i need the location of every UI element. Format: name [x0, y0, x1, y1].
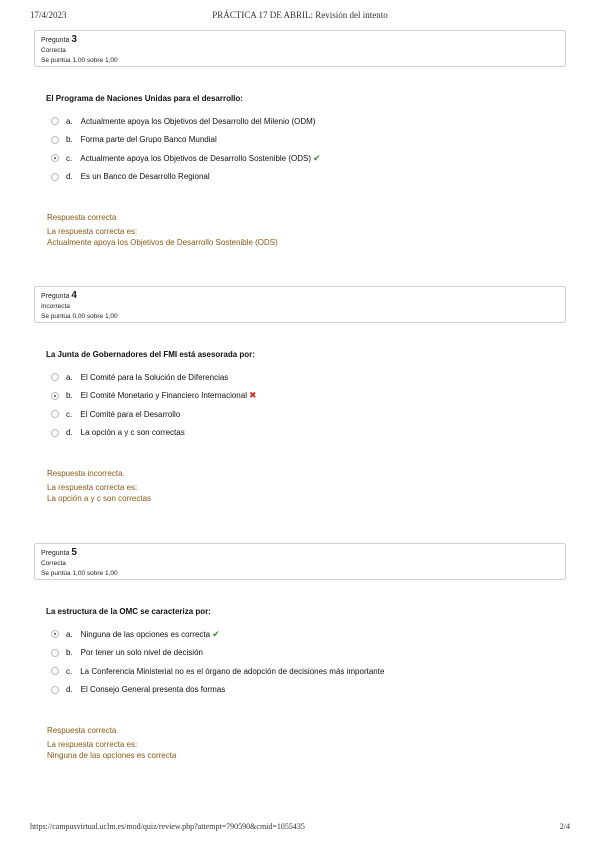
- question-number: Pregunta 4: [41, 290, 77, 301]
- question-grade: Se puntúa 1,00 sobre 1,00: [41, 57, 118, 64]
- correct-answer-intro: La respuesta correcta es:: [47, 483, 138, 492]
- answer-option[interactable]: b. Por tener un solo nivel de decisión: [51, 644, 566, 663]
- answer-option[interactable]: c. Actualmente apoya los Objetivos de Desarrollo Sostenible (ODS) ✔: [51, 149, 566, 168]
- question-text: El Programa de Naciones Unidas para el desarrollo:: [46, 94, 243, 103]
- page-url: https://campusvirtual.uclm.es/mod/quiz/review.php?attempt=790590&cmid=1055435: [30, 822, 305, 831]
- correct-check-icon: ✔: [212, 628, 220, 639]
- question-5: [34, 543, 566, 761]
- answer-option[interactable]: d. Es un Banco de Desarrollo Regional: [51, 168, 566, 187]
- feedback-result: Respuesta correcta: [47, 213, 117, 222]
- correct-check-icon: ✔: [313, 152, 321, 163]
- radio-button-selected[interactable]: [51, 154, 59, 162]
- question-text: La estructura de la OMC se caracteriza por:: [46, 607, 211, 616]
- answer-list: [51, 112, 566, 186]
- radio-button-selected[interactable]: [51, 630, 59, 638]
- answer-list: [51, 368, 566, 442]
- page-number: 2/4: [559, 822, 570, 831]
- print-footer: [30, 822, 570, 834]
- radio-button[interactable]: [51, 649, 59, 657]
- answer-option[interactable]: d. La opción a y c son correctas: [51, 424, 566, 443]
- question-text: La Junta de Gobernadores del FMI está asesorada por:: [46, 350, 255, 359]
- correct-answer: La opción a y c son correctas: [47, 494, 152, 503]
- print-date: 17/4/2023: [30, 10, 67, 20]
- question-3: [34, 30, 566, 248]
- radio-button[interactable]: [51, 136, 59, 144]
- print-title: PRÁCTICA 17 DE ABRIL: Revisión del intento: [212, 10, 388, 20]
- radio-button[interactable]: [51, 410, 59, 418]
- question-info-box: [34, 286, 566, 323]
- radio-button[interactable]: [51, 173, 59, 181]
- answer-option[interactable]: a. El Comité para la Solución de Diferencias: [51, 368, 566, 387]
- answer-option[interactable]: b. Forma parte del Grupo Banco Mundial: [51, 131, 566, 150]
- feedback-result: Respuesta incorrecta.: [47, 469, 125, 478]
- correct-answer: Actualmente apoya los Objetivos de Desarrollo Sostenible (ODS): [47, 238, 278, 247]
- question-info-box: [34, 543, 566, 580]
- correct-answer: Ninguna de las opciones es correcta: [47, 751, 177, 760]
- question-number: Pregunta 3: [41, 34, 77, 45]
- radio-button-selected[interactable]: [51, 392, 59, 400]
- question-grade: Se puntúa 0,00 sobre 1,00: [41, 313, 118, 320]
- question-grade: Se puntúa 1,00 sobre 1,00: [41, 570, 118, 577]
- feedback: [47, 212, 566, 248]
- question-info-box: [34, 30, 566, 67]
- answer-option[interactable]: c. La Conferencia Ministerial no es el órgano de adopción de decisiones más importante: [51, 662, 566, 681]
- question-state: Correcta: [41, 560, 66, 567]
- feedback: [47, 725, 566, 761]
- radio-button[interactable]: [51, 667, 59, 675]
- correct-answer-intro: La respuesta correcta es:: [47, 740, 138, 749]
- question-state: Correcta: [41, 47, 66, 54]
- question-state: Incorrecta: [41, 303, 70, 310]
- answer-list: [51, 625, 566, 699]
- answer-option[interactable]: a. Actualmente apoya los Objetivos del Desarrollo del Milenio (ODM): [51, 112, 566, 131]
- feedback-result: Respuesta correcta: [47, 726, 117, 735]
- answer-option[interactable]: c. El Comité para el Desarrollo: [51, 405, 566, 424]
- radio-button[interactable]: [51, 686, 59, 694]
- answer-option[interactable]: d. El Consejo General presenta dos formas: [51, 681, 566, 700]
- radio-button[interactable]: [51, 429, 59, 437]
- question-number: Pregunta 5: [41, 547, 77, 558]
- correct-answer-intro: La respuesta correcta es:: [47, 227, 138, 236]
- feedback: [47, 468, 566, 504]
- answer-option[interactable]: b. El Comité Monetario y Financiero Internacional ✖: [51, 387, 566, 406]
- print-header: [30, 10, 570, 24]
- incorrect-cross-icon: ✖: [248, 390, 257, 401]
- question-4: [34, 286, 566, 504]
- radio-button[interactable]: [51, 117, 59, 125]
- radio-button[interactable]: [51, 373, 59, 381]
- answer-option[interactable]: a. Ninguna de las opciones es correcta ✔: [51, 625, 566, 644]
